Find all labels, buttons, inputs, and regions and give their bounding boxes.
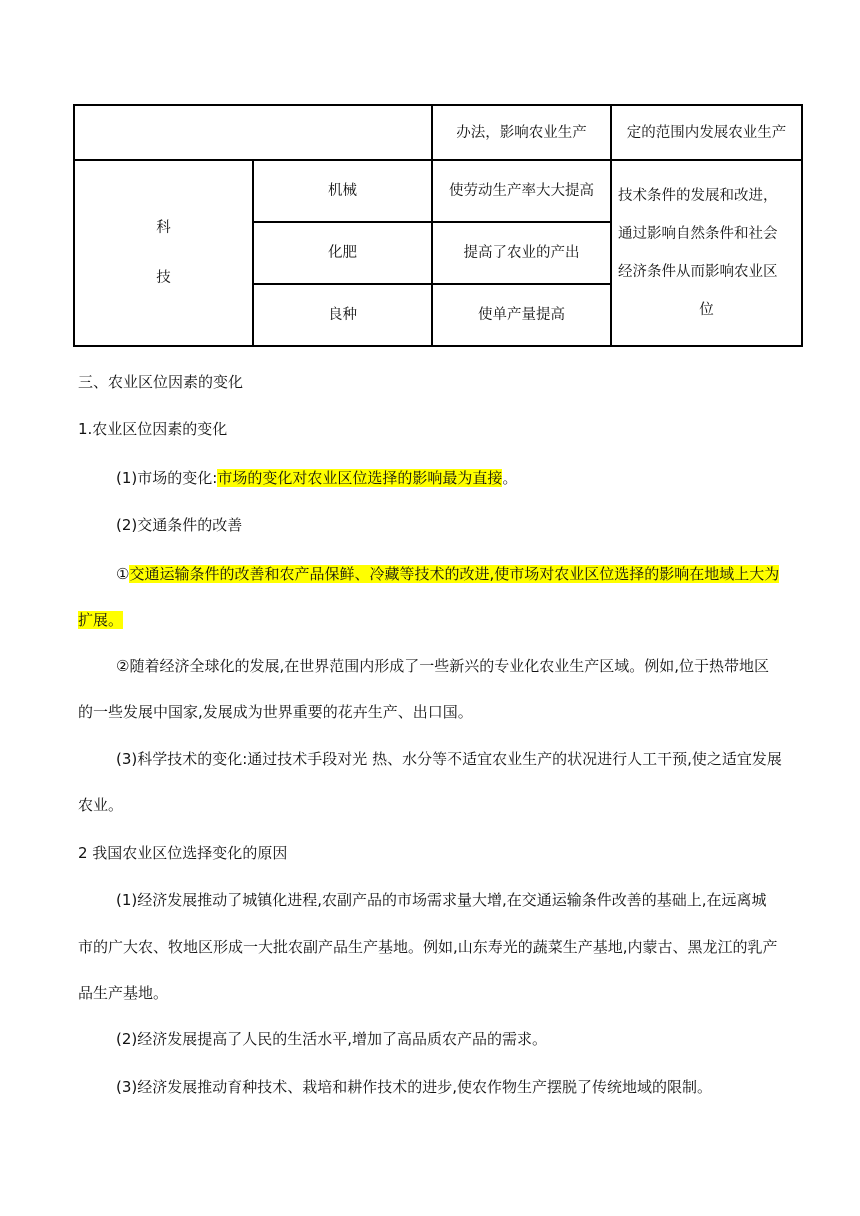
paragraph: (2)经济发展提高了人民的生活水平,增加了高品质农产品的需求。 xyxy=(116,1030,548,1048)
text: (1)市场的变化: xyxy=(116,469,218,487)
agri-factor-table xyxy=(73,104,803,347)
highlighted-text: 市场的变化对农业区位选择的影响最为直接 xyxy=(217,469,503,487)
highlighted-text: 交通运输条件的改善和农产品保鲜、冷藏等技术的改进,使市场对农业区位选择的影响在地域上大为 xyxy=(129,565,780,583)
summary-line: 位 xyxy=(699,302,714,318)
paragraph xyxy=(78,455,783,501)
summary-line: 技术条件的发展和改进， xyxy=(618,188,778,204)
table-row xyxy=(74,160,802,222)
paragraph xyxy=(78,551,783,597)
table-row xyxy=(74,105,802,160)
paragraph: 市的广大农、牧地区形成一大批农副产品生产基地。例如,山东寿光的蔬菜生产基地,内蒙古、黑龙江的乳产 xyxy=(78,938,778,956)
effect-cell: 使劳动生产率大大提高 xyxy=(432,160,611,222)
paragraph: ②随着经济全球化的发展,在世界范围内形成了一些新兴的专业化农业生产区域。例如,位于热带地区 xyxy=(116,657,769,675)
group-label-1: 科 xyxy=(156,220,171,236)
table-cell: 定的范围内发展农业生产 xyxy=(611,105,802,160)
summary-line: 经济条件从而影响农业区 xyxy=(618,264,778,280)
group-label-2: 技 xyxy=(156,270,171,286)
section-heading: 三、农业区位因素的变化 xyxy=(78,373,244,391)
group-label-cell xyxy=(74,160,253,346)
paragraph: (2)交通条件的改善 xyxy=(116,516,243,534)
effect-cell: 提高了农业的产出 xyxy=(432,222,611,284)
effect-cell: 使单产量提高 xyxy=(432,284,611,346)
highlighted-text: 扩展。 xyxy=(78,611,124,629)
factor-cell: 化肥 xyxy=(253,222,432,284)
text: 。 xyxy=(502,469,518,487)
paragraph: 的一些发展中国家,发展成为世界重要的花卉生产、出口国。 xyxy=(78,703,473,721)
paragraph: (1)经济发展推动了城镇化进程,农副产品的市场需求量大增,在交通运输条件改善的基础上,在远离城 xyxy=(116,891,767,909)
subheading: 1.农业区位因素的变化 xyxy=(78,420,228,438)
summary-cell xyxy=(611,160,802,346)
text: ① xyxy=(116,565,130,583)
table-cell-empty xyxy=(74,105,432,160)
factor-cell: 机械 xyxy=(253,160,432,222)
paragraph: (3)科学技术的变化:通过技术手段对光 热、水分等不适宜农业生产的状况进行人工干预,使之适宜发展 xyxy=(116,750,782,768)
table-cell: 办法，影响农业生产 xyxy=(432,105,611,160)
factor-cell: 良种 xyxy=(253,284,432,346)
paragraph: 品生产基地。 xyxy=(78,984,169,1002)
subheading: 2 我国农业区位选择变化的原因 xyxy=(78,844,288,862)
paragraph: (3)经济发展推动育种技术、栽培和耕作技术的进步,使农作物生产摆脱了传统地域的限制。 xyxy=(116,1078,713,1096)
paragraph: 农业。 xyxy=(78,796,124,814)
paragraph xyxy=(78,597,783,643)
summary-line: 通过影响自然条件和社会 xyxy=(618,226,778,242)
